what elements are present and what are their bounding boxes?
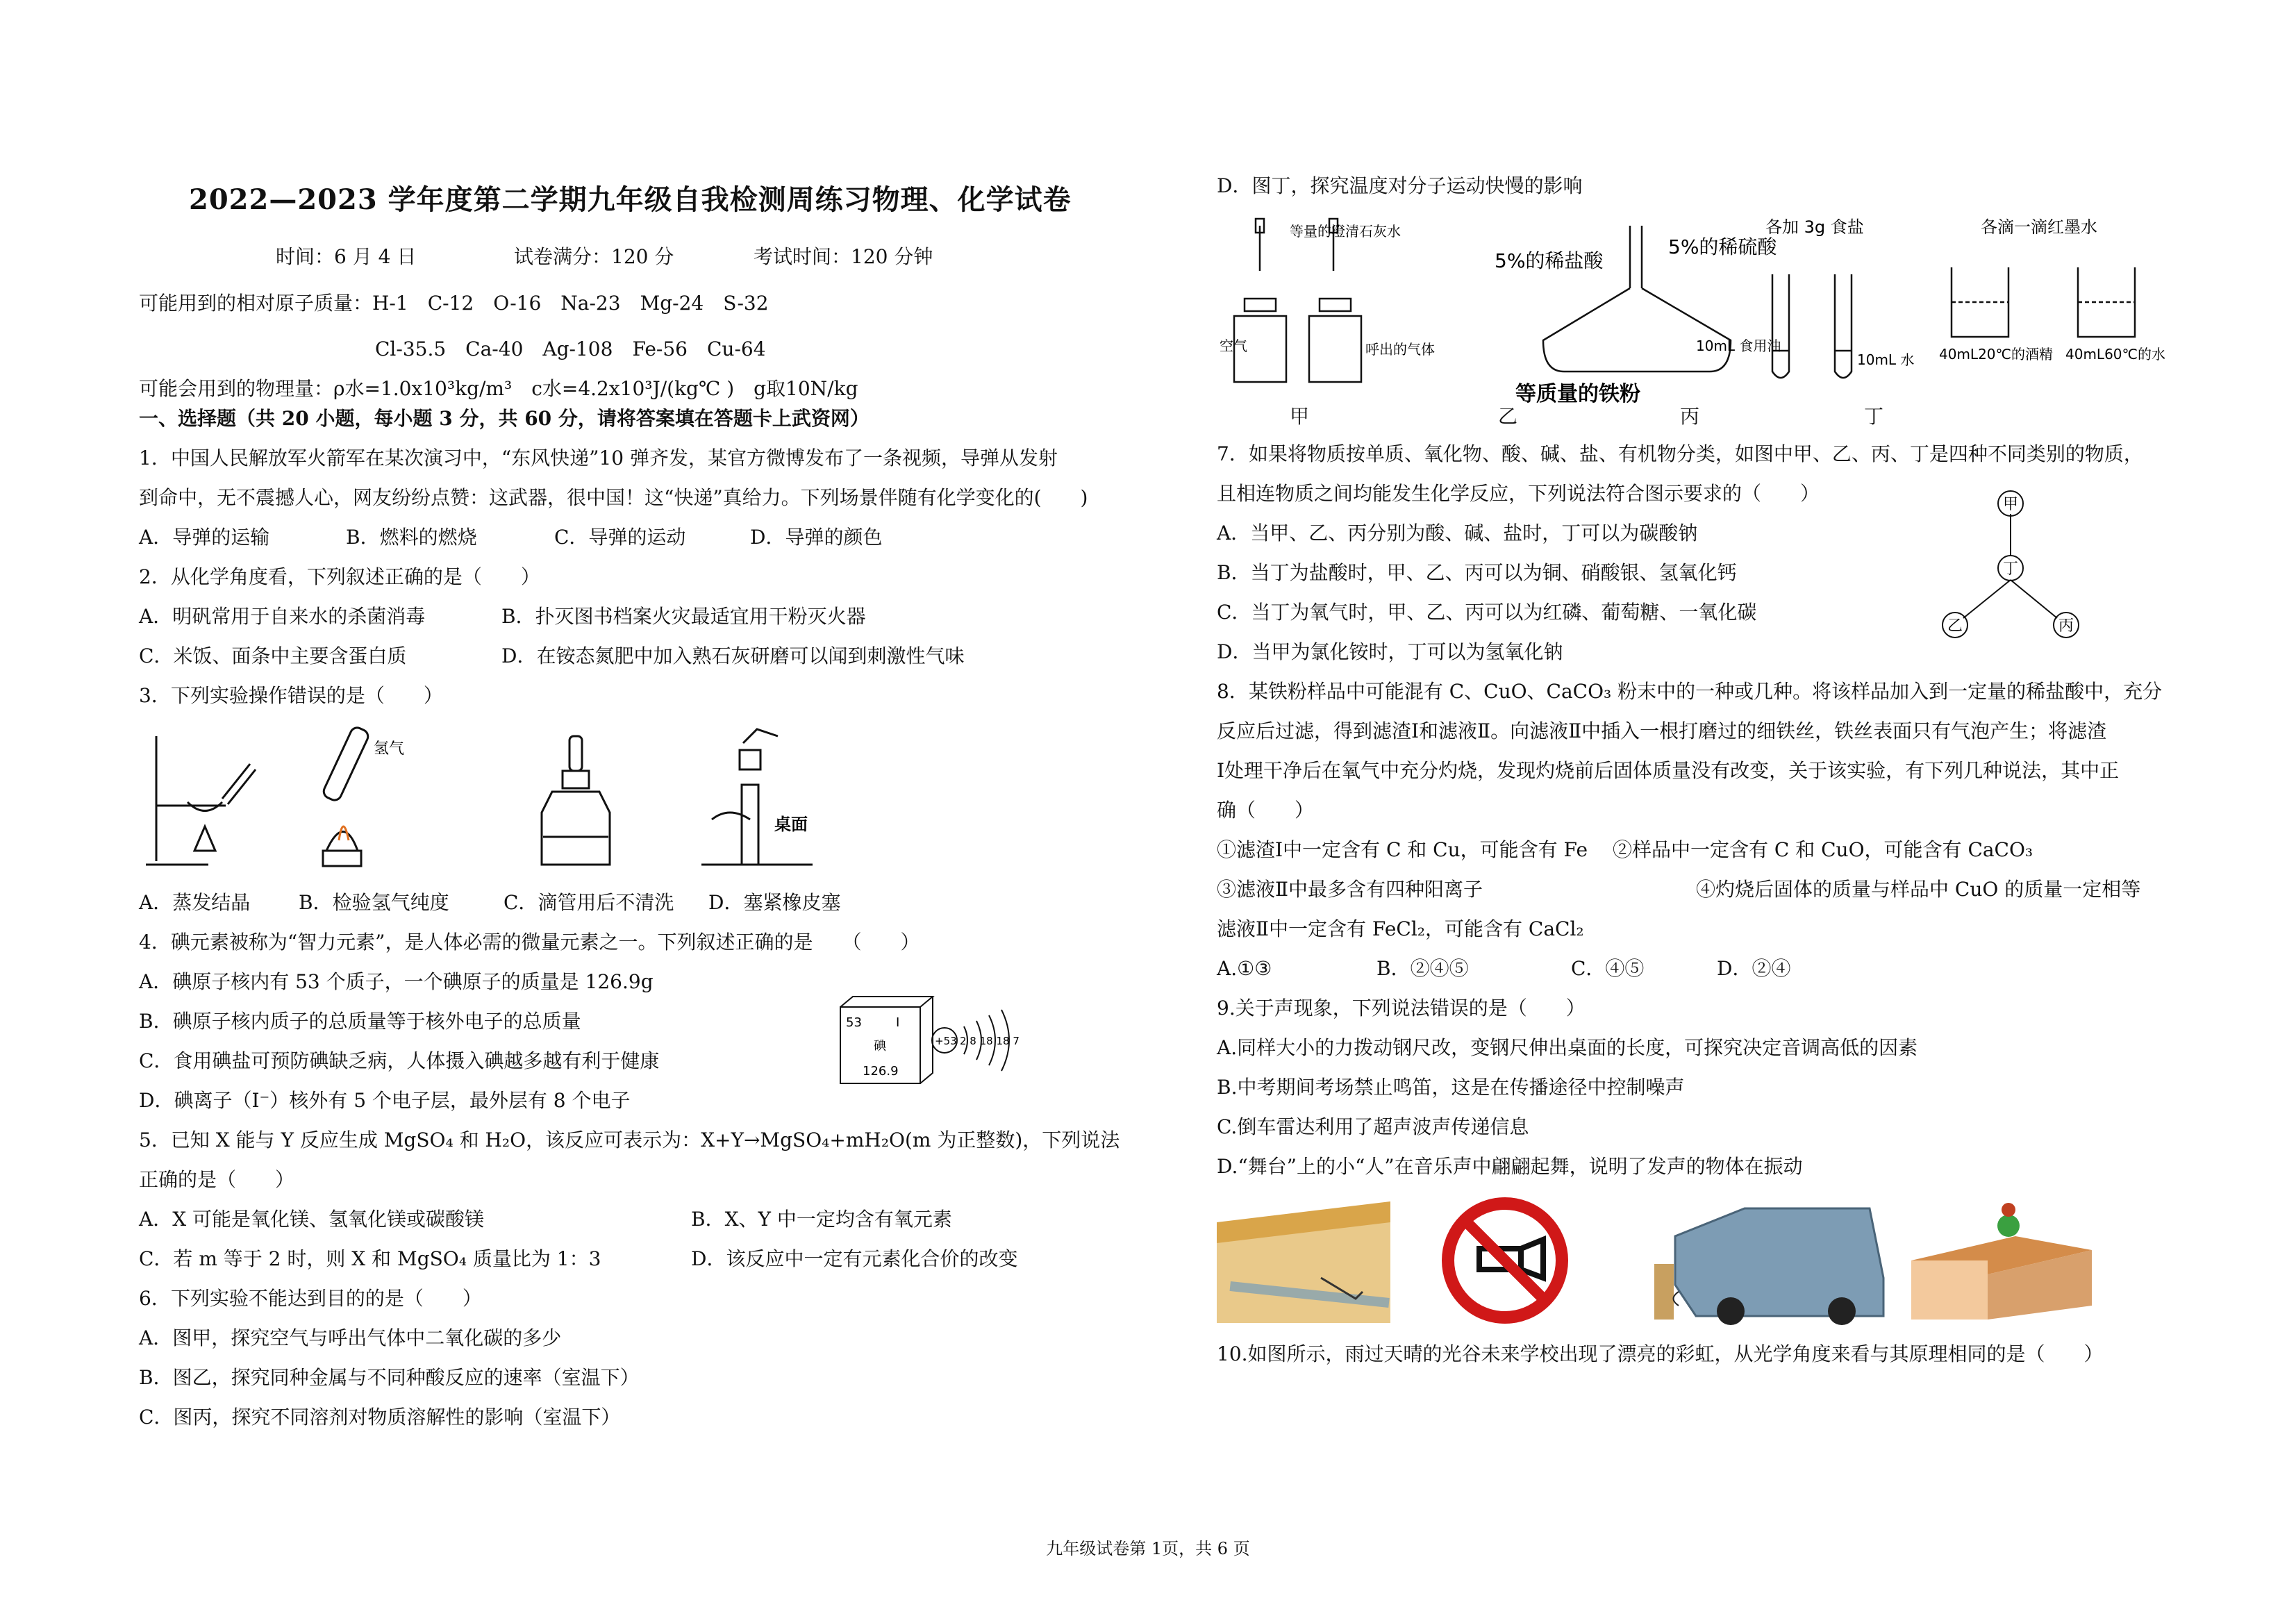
q8-statement-5: 滤液Ⅱ中一定含有 FeCl₂，可能含有 CaCl₂ (1217, 917, 1584, 940)
beakers-icon (1952, 267, 2135, 337)
q9-option-d: D.“舞台”上的小“人”在音乐声中翩翩起舞，说明了发声的物体在振动 (1217, 1155, 1803, 1178)
q3-label-h2: 氢气 (374, 740, 405, 758)
q6-stem: 6．下列实验不能达到目的的是（ ） (139, 1287, 482, 1310)
ding-left-label: 40mL20℃的酒精 (1939, 346, 2053, 363)
q1-option-a: A．导弹的运输 (139, 526, 270, 549)
ruler-desk-icon (1217, 1201, 1390, 1323)
node-bing: 丙 (2058, 617, 2074, 635)
ding-right-label: 40mL60℃的水 (2065, 346, 2165, 363)
q9-option-a: A.同样大小的力拨动钢尺改，变钢尺伸出桌面的长度，可探究决定音调高低的因素 (1217, 1036, 1918, 1059)
yi-left-label: 5%的稀盐酸 (1495, 249, 1604, 272)
q3-figures (146, 722, 910, 872)
q1-stem-2: 到命中，无不震撼人心，网友纷纷点赞：这武器，很中国！这“快递”真给力。下列场景伴随有化学变化的( ) (139, 486, 1088, 509)
q6-option-b: B．图乙，探究同种金属与不同种酸反应的速率（室温下） (139, 1366, 640, 1389)
q3-option-b: B．检验氢气纯度 (299, 891, 449, 914)
q8-statement-4: ④灼烧后固体的质量与样品中 CuO 的质量一定相等 (1696, 878, 2141, 901)
q4-stem: 4．碘元素被称为“智力元素”，是人体必需的微量元素之一。下列叙述正确的是 （ ） (139, 931, 920, 954)
atomic-mass-line-2: Cl-35.5 Ca-40 Ag-108 Fe-56 Cu-64 (375, 338, 766, 360)
caption-ding: 丁 (1864, 405, 1884, 428)
q3-stem: 3．下列实验操作错误的是（ ） (139, 684, 443, 707)
q8-option-d: D．②④ (1717, 957, 1791, 980)
q10-stem: 10.如图所示，雨过天晴的光谷未来学校出现了漂亮的彩虹，从光学角度来看与其原理相同的是（ ） (1217, 1342, 2104, 1365)
q6-option-d: D．图丁，探究温度对分子运动快慢的影响 (1217, 174, 1583, 197)
caption-yi: 乙 (1498, 405, 1518, 428)
q3-option-c: C．滴管用后不清洗 (504, 891, 674, 914)
page-title: 2022—2023 学年度第二学期九年级自我检测周练习物理、化学试卷 (189, 183, 1072, 216)
q9-pictures (1217, 1195, 2092, 1326)
q2-option-a: A．明矾常用于自来水的杀菌消毒 (139, 605, 426, 628)
node-jia: 甲 (2003, 496, 2019, 513)
q8-statement-2: ②样品中一定含有 C 和 CuO，可能含有 CaCO₃ (1613, 838, 2033, 861)
section-heading: 一、选择题（共 20 小题，每小题 3 分，共 60 分，请将答案填在答题卡上武资网） (139, 407, 870, 430)
q5-stem-1: 5．已知 X 能与 Y 反应生成 MgSO₄ 和 H₂O，该反应可表示为：X+Y→MgSO₄+mH₂O(m 为正整数)，下列说法 (139, 1129, 1120, 1151)
iodine-name: 碘 (874, 1039, 886, 1054)
q9-stem: 9.关于声现象，下列说法错误的是（ ） (1217, 997, 1586, 1019)
physics-constants: 可能会用到的物理量：ρ水=1.0x10³kg/m³ c水=4.2x10³J/(kg℃ ) g取10N/kg (139, 377, 858, 400)
q7-relation-diagram (1922, 486, 2095, 646)
yi-bottom-label: 等质量的铁粉 (1515, 382, 1640, 406)
q7-stem-2: 且相连物质之间均能发生化学反应，下列说法符合图示要求的（ ） (1217, 482, 1820, 505)
q5-option-b: B．X、Y 中一定均含有氧元素 (691, 1208, 952, 1231)
q1-option-b: B．燃料的燃烧 (346, 526, 477, 549)
full-score: 试卷满分：120 分 (514, 245, 674, 268)
node-yi: 乙 (1947, 617, 1963, 635)
iodine-element-figure (826, 972, 1035, 1097)
q4-option-b: B．碘原子核内质子的总质量等于核外电子的总质量 (139, 1010, 581, 1033)
iodine-shells: 2 8 18 18 7 (960, 1035, 1020, 1047)
jia-right-label: 呼出的气体 (1365, 341, 1435, 358)
q5-stem-2: 正确的是（ ） (139, 1168, 295, 1191)
car-radar-icon (1654, 1208, 1883, 1325)
iodine-atomic-number: 53 (846, 1015, 862, 1030)
q4-option-c: C．食用碘盐可预防碘缺乏病，人体摄入碘越多越有利于健康 (139, 1049, 660, 1072)
yi-right-label: 5%的稀硫酸 (1668, 235, 1777, 258)
dancing-figure-box-icon (1911, 1203, 2092, 1320)
caption-jia: 甲 (1290, 405, 1310, 428)
q8-statement-1: ①滤渣Ⅰ中一定含有 C 和 Cu，可能含有 Fe (1217, 838, 1588, 861)
q8-option-b: B．②④⑤ (1376, 957, 1469, 980)
q8-stem-2: 反应后过滤，得到滤渣Ⅰ和滤液Ⅱ。向滤液Ⅱ中插入一根打磨过的细铁丝，铁丝表面只有气泡产生；将滤渣 (1217, 719, 2107, 742)
rubber-stopper-icon (701, 729, 813, 865)
page-footer: 九年级试卷第 1页，共 6 页 (1046, 1539, 1250, 1558)
q5-option-a: A．X 可能是氧化镁、氢氧化镁或碳酸镁 (139, 1208, 485, 1231)
q6-option-a: A．图甲，探究空气与呼出气体中二氧化碳的多少 (139, 1326, 562, 1349)
q8-option-c: C．④⑤ (1571, 957, 1645, 980)
jia-left-label: 空气 (1220, 338, 1247, 354)
q5-option-c: C．若 m 等于 2 时，则 X 和 MgSO₄ 质量比为 1：3 (139, 1247, 601, 1270)
ding-top-label: 各滴一滴红墨水 (1981, 217, 2097, 237)
q2-stem: 2．从化学角度看，下列叙述正确的是（ ） (139, 565, 540, 588)
q8-stem-1: 8．某铁粉样品中可能混有 C、CuO、CaCO₃ 粉末中的一种或几种。将该样品加入到一定量的稀盐酸中，充分 (1217, 680, 2163, 703)
q1-stem-1: 1．中国人民解放军火箭军在某次演习中，“东风快递”10 弹齐发，某官方微博发布了一条视频，导弹从发射 (139, 447, 1058, 469)
bing-right-label: 10mL 水 (1857, 351, 1915, 368)
q7-option-a: A．当甲、乙、丙分别为酸、碱、盐时，丁可以为碳酸钠 (1217, 522, 1698, 544)
q3-option-a: A．蒸发结晶 (139, 891, 251, 914)
jia-top-label: 等量的澄清石灰水 (1290, 223, 1401, 240)
q3-label-desk: 桌面 (774, 815, 808, 834)
q7-stem-1: 7．如果将物质按单质、氧化物、酸、碱、盐、有机物分类，如图中甲、乙、丙、丁是四种不同类别的物质， (1217, 442, 2143, 465)
q4-option-d: D．碘离子（I⁻）核外有 5 个电子层，最外层有 8 个电子 (139, 1089, 631, 1112)
hydrogen-test-icon (322, 726, 370, 866)
q4-option-a: A．碘原子核内有 53 个质子，一个碘原子的质量是 126.9g (139, 970, 654, 993)
q1-option-c: C．导弹的运动 (554, 526, 686, 549)
q6-figures (1217, 212, 2189, 427)
q8-option-a: A.①③ (1217, 957, 1272, 980)
bing-left-label: 10mL 食用油 (1696, 338, 1781, 354)
q2-option-b: B．扑灭图书档案火灾最适宜用干粉灭火器 (501, 605, 866, 628)
evaporation-apparatus-icon (146, 736, 256, 865)
iodine-atomic-mass: 126.9 (863, 1064, 899, 1079)
iodine-nucleus: +53 (935, 1035, 957, 1047)
lime-water-bottles-icon (1234, 219, 1361, 382)
q2-option-d: D．在铵态氮肥中加入熟石灰研磨可以闻到刺激性气味 (501, 644, 965, 667)
q2-option-c: C．米饭、面条中主要含蛋白质 (139, 644, 407, 667)
q8-stem-4: 确（ ） (1217, 799, 1315, 822)
q3-option-d: D．塞紧橡皮塞 (708, 891, 841, 914)
test-tubes-icon (1772, 274, 1852, 378)
no-horn-sign-icon (1448, 1204, 1562, 1317)
exam-duration: 考试时间：120 分钟 (754, 245, 933, 268)
atomic-mass-line-1: 可能用到的相对原子质量：H-1 C-12 O-16 Na-23 Mg-24 S-32 (139, 292, 769, 315)
q6-option-c: C．图丙，探究不同溶剂对物质溶解性的影响（室温下） (139, 1406, 621, 1429)
q9-option-b: B.中考期间考场禁止鸣笛，这是在传播途径中控制噪声 (1217, 1076, 1685, 1099)
iodine-symbol: I (896, 1015, 900, 1030)
q5-option-d: D．该反应中一定有元素化合价的改变 (691, 1247, 1018, 1270)
dropper-bottle-icon (542, 736, 610, 865)
q9-option-c: C.倒车雷达利用了超声波声传递信息 (1217, 1115, 1529, 1138)
q1-option-d: D．导弹的颜色 (750, 526, 883, 549)
node-ding: 丁 (2003, 560, 2019, 578)
exam-date: 时间：6 月 4 日 (276, 245, 417, 268)
q7-option-b: B．当丁为盐酸时，甲、乙、丙可以为铜、硝酸银、氢氧化钙 (1217, 561, 1737, 584)
caption-bing: 丙 (1680, 405, 1700, 428)
q8-stem-3: Ⅰ处理干净后在氧气中充分灼烧，发现灼烧前后固体质量没有改变，关于该实验，有下列几种说法，其中正 (1217, 759, 2120, 782)
bing-top-label: 各加 3g 食盐 (1765, 217, 1864, 237)
q7-option-c: C．当丁为氧气时，甲、乙、丙可以为红磷、葡萄糖、一氧化碳 (1217, 601, 1757, 624)
q8-statement-3: ③滤液Ⅱ中最多含有四种阳离子 (1217, 878, 1483, 901)
q7-option-d: D．当甲为氯化铵时，丁可以为氢氧化钠 (1217, 640, 1563, 663)
